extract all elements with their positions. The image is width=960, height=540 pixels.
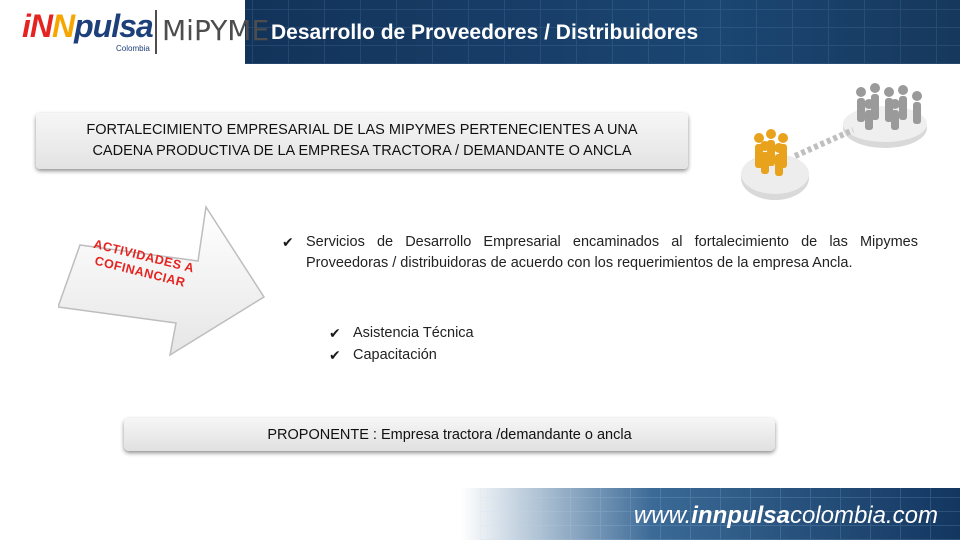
checkmark-icon: ✔ (329, 325, 341, 341)
objective-banner (36, 113, 688, 169)
footer-bar (0, 488, 960, 540)
sub-bullet-list (329, 322, 474, 366)
people-network-illustration (735, 78, 940, 216)
main-bullet-text: Servicios de Desarrollo Empresarial encaminados al fortalecimiento de las Mipymes Proveedoras / distribuidoras de acuerdo con los requerimientos de la empresa Ancla. (306, 234, 918, 271)
main-bullet-item (282, 232, 918, 274)
checkmark-icon: ✔ (329, 347, 341, 363)
checkmark-icon: ✔ (282, 234, 294, 250)
list-item-label: Capacitación (353, 347, 437, 363)
logo-area (0, 0, 270, 64)
list-item-label: Asistencia Técnica (353, 325, 474, 341)
logo-divider (155, 10, 157, 54)
list-item (329, 322, 474, 344)
website-url[interactable]: www.innpulsacolombia.com (633, 502, 938, 529)
page-title: Desarrollo de Proveedores / Distribuidores (271, 21, 699, 44)
mipyme-logo: MiPYME (162, 14, 270, 47)
innpulsa-logo: iNNpulsa (22, 8, 153, 44)
list-item (329, 344, 474, 366)
proponente-text: PROPONENTE : Empresa tractora /demandante o ancla (267, 426, 632, 443)
objective-banner-text: FORTALECIMIENTO EMPRESARIAL DE LAS MIPYMES PERTENECIENTES A UNA CADENA PRODUCTIVA DE LA EMPRESA TRACTORA / DEMANDANTE O ANCLA (86, 122, 638, 159)
proponente-bar (124, 418, 775, 451)
logo-subtitle: Colombia (116, 44, 150, 53)
activities-arrow-label: ACTIVIDADES A COFINANCIAR (92, 236, 196, 290)
header-bar (0, 0, 960, 64)
